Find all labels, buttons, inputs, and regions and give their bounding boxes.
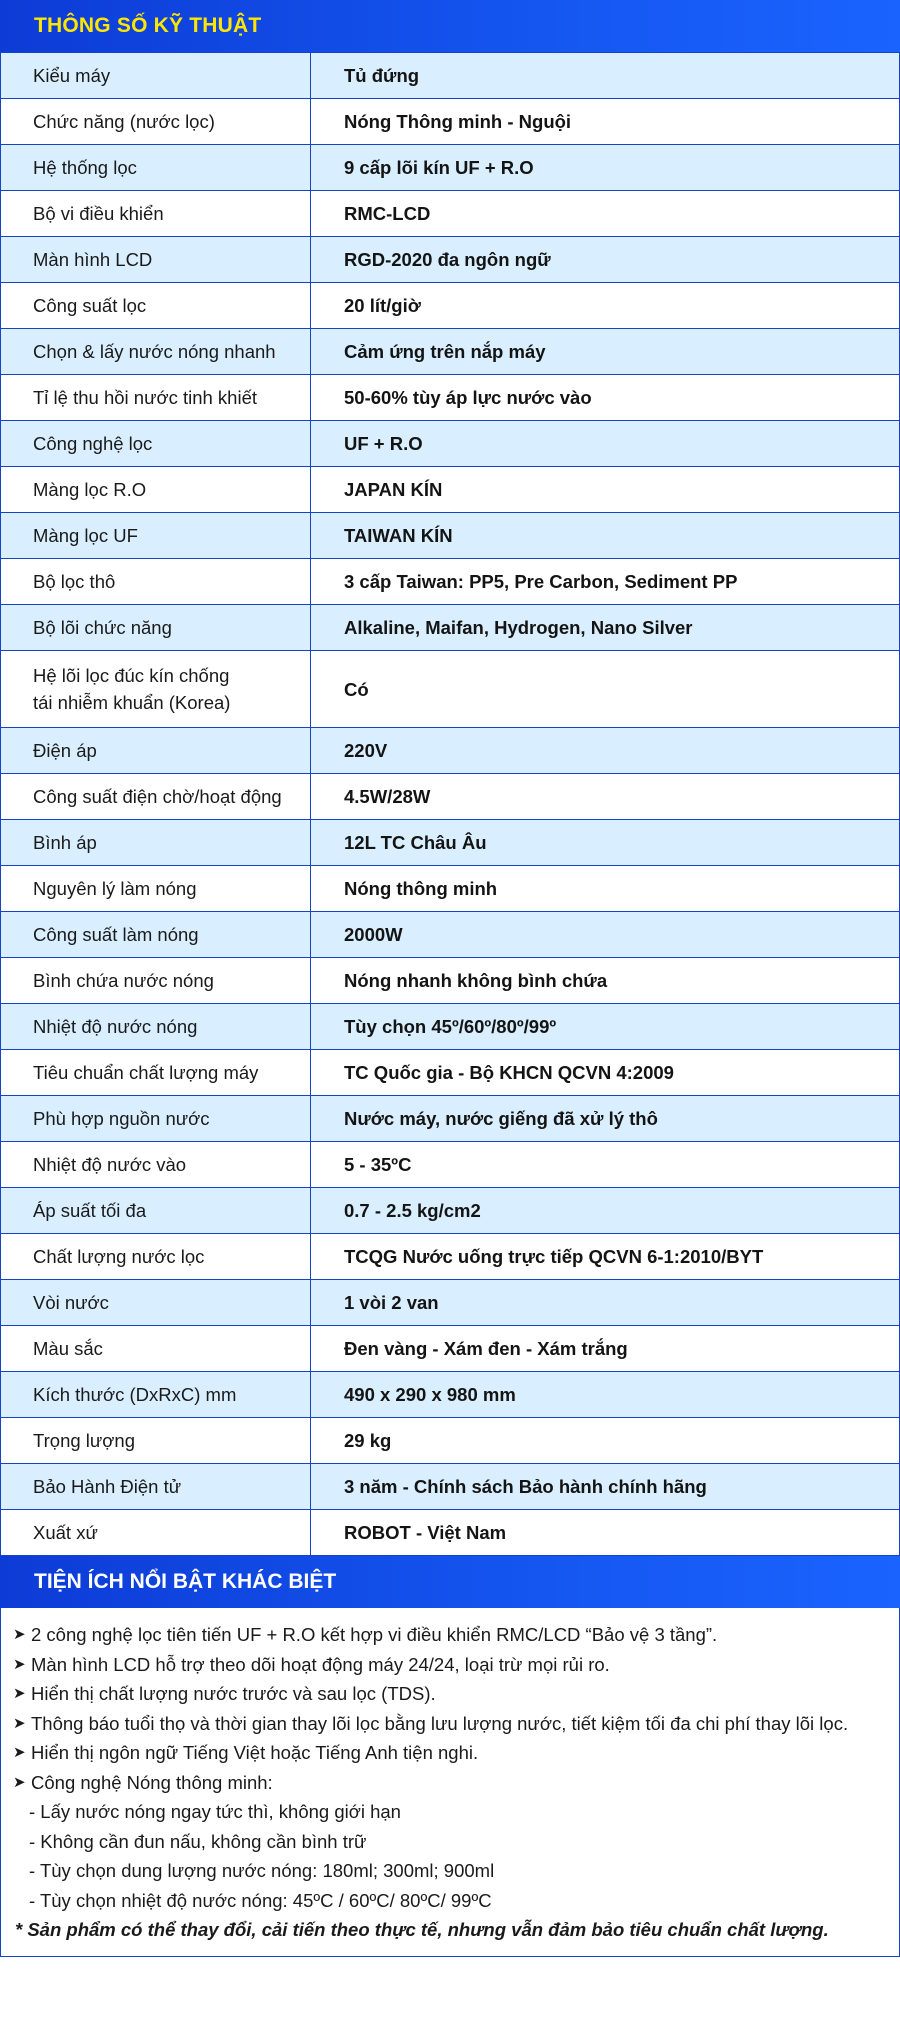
spec-value: 12L TC Châu Âu bbox=[311, 820, 900, 866]
spec-label: Bình chứa nước nóng bbox=[1, 958, 311, 1004]
spec-label: Nhiệt độ nước nóng bbox=[1, 1004, 311, 1050]
spec-label: Phù hợp nguồn nước bbox=[1, 1096, 311, 1142]
spec-value: JAPAN KÍN bbox=[311, 467, 900, 513]
spec-label: Công suất lọc bbox=[1, 283, 311, 329]
spec-value: Cảm ứng trên nắp máy bbox=[311, 329, 900, 375]
spec-value: Alkaline, Maifan, Hydrogen, Nano Silver bbox=[311, 605, 900, 651]
spec-row bbox=[1, 1142, 900, 1188]
spec-label: Điện áp bbox=[1, 728, 311, 774]
feature-text: Màn hình LCD hỗ trợ theo dõi hoạt động máy 24/24, loại trừ mọi rủi ro. bbox=[31, 1653, 610, 1675]
spec-value: 5 - 35ºC bbox=[311, 1142, 900, 1188]
feature-item bbox=[13, 1709, 889, 1739]
spec-label: Vòi nước bbox=[1, 1280, 311, 1326]
spec-label: Kiểu máy bbox=[1, 53, 311, 99]
spec-value: Tùy chọn 45º/60º/80º/99º bbox=[311, 1004, 900, 1050]
feature-text: Thông báo tuổi thọ và thời gian thay lõi lọc bằng lưu lượng nước, tiết kiệm tối đa chi phí thay lõi lọc. bbox=[31, 1712, 849, 1734]
spec-label: Màng lọc R.O bbox=[1, 467, 311, 513]
spec-row bbox=[1, 1372, 900, 1418]
spec-row bbox=[1, 958, 900, 1004]
features-header bbox=[0, 1556, 900, 1608]
spec-label: Công suất điện chờ/hoạt động bbox=[1, 774, 311, 820]
spec-value: 3 cấp Taiwan: PP5, Pre Carbon, Sediment PP bbox=[311, 559, 900, 605]
spec-label: Công suất làm nóng bbox=[1, 912, 311, 958]
sub-feature-item: - Không cần đun nấu, không cần bình trữ bbox=[29, 1830, 367, 1852]
spec-row bbox=[1, 1280, 900, 1326]
spec-label: Trọng lượng bbox=[1, 1418, 311, 1464]
spec-row bbox=[1, 283, 900, 329]
spec-value: 3 năm - Chính sách Bảo hành chính hãng bbox=[311, 1464, 900, 1510]
sub-feature-item: - Lấy nước nóng ngay tức thì, không giới hạn bbox=[29, 1801, 401, 1822]
feature-item bbox=[13, 1768, 889, 1798]
spec-value: Nóng thông minh bbox=[311, 866, 900, 912]
spec-value: Nước máy, nước giếng đã xử lý thô bbox=[311, 1096, 900, 1142]
spec-value: 29 kg bbox=[311, 1418, 900, 1464]
spec-label: Bảo Hành Điện tử bbox=[1, 1464, 311, 1510]
spec-label: Hệ thống lọc bbox=[1, 145, 311, 191]
spec-row bbox=[1, 1418, 900, 1464]
features-title: TIỆN ÍCH NỔI BẬT KHÁC BIỆT bbox=[34, 1570, 337, 1593]
spec-label: Tiêu chuẩn chất lượng máy bbox=[1, 1050, 311, 1096]
spec-row bbox=[1, 866, 900, 912]
spec-value: Có bbox=[311, 651, 900, 728]
feature-item bbox=[13, 1620, 889, 1650]
spec-label: Bộ vi điều khiển bbox=[1, 191, 311, 237]
spec-label: Màn hình LCD bbox=[1, 237, 311, 283]
spec-row bbox=[1, 651, 900, 728]
spec-row bbox=[1, 1464, 900, 1510]
spec-row bbox=[1, 774, 900, 820]
spec-label: Màu sắc bbox=[1, 1326, 311, 1372]
spec-label: Màng lọc UF bbox=[1, 513, 311, 559]
spec-row bbox=[1, 237, 900, 283]
spec-row bbox=[1, 329, 900, 375]
feature-text: 2 công nghệ lọc tiên tiến UF + R.O kết hợp vi điều khiển RMC/LCD “Bảo vệ 3 tầng”. bbox=[31, 1624, 718, 1645]
spec-value: Nóng Thông minh - Nguội bbox=[311, 99, 900, 145]
spec-label: Chất lượng nước lọc bbox=[1, 1234, 311, 1280]
spec-label: Xuất xứ bbox=[1, 1510, 311, 1556]
spec-value: 490 x 290 x 980 mm bbox=[311, 1372, 900, 1418]
spec-label-line: Hệ lõi lọc đúc kín chống bbox=[33, 665, 230, 686]
spec-row bbox=[1, 1050, 900, 1096]
spec-value: RGD-2020 đa ngôn ngữ bbox=[311, 237, 900, 283]
spec-label: Bộ lọc thô bbox=[1, 559, 311, 605]
spec-row bbox=[1, 820, 900, 866]
spec-label: Kích thước (DxRxC) mm bbox=[1, 1372, 311, 1418]
spec-value: Nóng nhanh không bình chứa bbox=[311, 958, 900, 1004]
spec-row bbox=[1, 513, 900, 559]
spec-value: TCQG Nước uống trực tiếp QCVN 6-1:2010/BYT bbox=[311, 1234, 900, 1280]
feature-text: Hiển thị chất lượng nước trước và sau lọc (TDS). bbox=[31, 1683, 436, 1704]
spec-value: 20 lít/giờ bbox=[311, 283, 900, 329]
feature-item bbox=[13, 1738, 889, 1768]
spec-row bbox=[1, 375, 900, 421]
spec-value: TAIWAN KÍN bbox=[311, 513, 900, 559]
spec-value: UF + R.O bbox=[311, 421, 900, 467]
spec-label bbox=[1, 651, 311, 728]
spec-row bbox=[1, 1510, 900, 1556]
spec-row bbox=[1, 912, 900, 958]
spec-row bbox=[1, 1234, 900, 1280]
spec-label: Công nghệ lọc bbox=[1, 421, 311, 467]
sub-feature-item: - Tùy chọn nhiệt độ nước nóng: 45ºC / 60ºC/ 80ºC/ 99ºC bbox=[29, 1889, 492, 1911]
spec-row bbox=[1, 99, 900, 145]
spec-row bbox=[1, 145, 900, 191]
feature-item bbox=[13, 1679, 889, 1709]
spec-row bbox=[1, 1004, 900, 1050]
spec-value: Đen vàng - Xám đen - Xám trắng bbox=[311, 1326, 900, 1372]
feature-text: Hiển thị ngôn ngữ Tiếng Việt hoặc Tiếng Anh tiện nghi. bbox=[31, 1742, 479, 1763]
features-list bbox=[0, 1608, 900, 1957]
spec-row bbox=[1, 605, 900, 651]
spec-row bbox=[1, 467, 900, 513]
specs-title: THÔNG SỐ KỸ THUẬT bbox=[34, 14, 262, 37]
spec-label: Nguyên lý làm nóng bbox=[1, 866, 311, 912]
specs-header bbox=[0, 0, 900, 52]
spec-value: 220V bbox=[311, 728, 900, 774]
spec-value: 2000W bbox=[311, 912, 900, 958]
arrow-bullet-icon: ➤ bbox=[13, 1744, 26, 1761]
spec-label: Nhiệt độ nước vào bbox=[1, 1142, 311, 1188]
arrow-bullet-icon: ➤ bbox=[13, 1655, 26, 1673]
spec-label: Bình áp bbox=[1, 820, 311, 866]
feature-text: Công nghệ Nóng thông minh: bbox=[31, 1771, 273, 1793]
spec-value: Tủ đứng bbox=[311, 53, 900, 99]
spec-row bbox=[1, 53, 900, 99]
feature-item bbox=[13, 1650, 889, 1680]
spec-row bbox=[1, 191, 900, 237]
spec-value: TC Quốc gia - Bộ KHCN QCVN 4:2009 bbox=[311, 1050, 900, 1096]
spec-row bbox=[1, 1188, 900, 1234]
sub-feature-item: - Tùy chọn dung lượng nước nóng: 180ml; 300ml; 900ml bbox=[29, 1860, 495, 1881]
spec-value: 50-60% tùy áp lực nước vào bbox=[311, 375, 900, 421]
arrow-bullet-icon: ➤ bbox=[13, 1773, 26, 1791]
spec-value: RMC-LCD bbox=[311, 191, 900, 237]
spec-label: Áp suất tối đa bbox=[1, 1188, 311, 1234]
arrow-bullet-icon: ➤ bbox=[13, 1714, 26, 1732]
spec-label-line: tái nhiễm khuẩn (Korea) bbox=[33, 692, 231, 713]
spec-label: Chọn & lấy nước nóng nhanh bbox=[1, 329, 311, 375]
spec-label: Tỉ lệ thu hồi nước tinh khiết bbox=[1, 375, 311, 421]
spec-value: ROBOT - Việt Nam bbox=[311, 1510, 900, 1556]
spec-label: Bộ lõi chức năng bbox=[1, 605, 311, 651]
spec-row bbox=[1, 421, 900, 467]
spec-row bbox=[1, 728, 900, 774]
spec-value: 4.5W/28W bbox=[311, 774, 900, 820]
spec-row bbox=[1, 1096, 900, 1142]
spec-row bbox=[1, 1326, 900, 1372]
disclaimer-note: * Sản phẩm có thể thay đổi, cải tiến theo thực tế, nhưng vẫn đảm bảo tiêu chuẩn chất lượng. bbox=[15, 1919, 829, 1940]
spec-value: 9 cấp lõi kín UF + R.O bbox=[311, 145, 900, 191]
spec-value: 0.7 - 2.5 kg/cm2 bbox=[311, 1188, 900, 1234]
spec-row bbox=[1, 559, 900, 605]
arrow-bullet-icon: ➤ bbox=[13, 1626, 26, 1643]
arrow-bullet-icon: ➤ bbox=[13, 1685, 26, 1702]
spec-label: Chức năng (nước lọc) bbox=[1, 99, 311, 145]
spec-value: 1 vòi 2 van bbox=[311, 1280, 900, 1326]
specs-table bbox=[0, 52, 900, 1556]
